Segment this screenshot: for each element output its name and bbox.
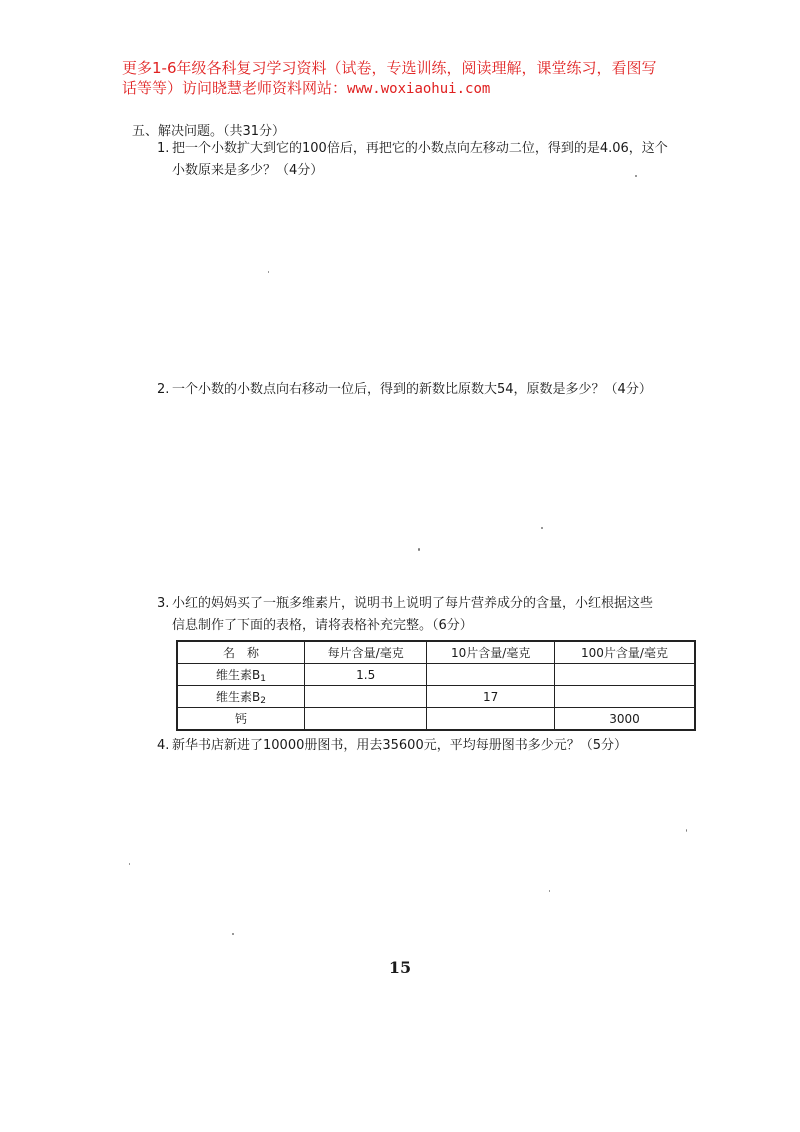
banner-line-2 bbox=[122, 78, 722, 99]
row-name-subscript: 2 bbox=[260, 695, 266, 706]
table-cell bbox=[427, 664, 555, 686]
question-3 bbox=[157, 593, 702, 637]
table-row bbox=[177, 664, 695, 686]
question-4-line-1 bbox=[157, 735, 702, 757]
question-1 bbox=[157, 138, 702, 182]
section-title: 五、解决问题。（共31分） bbox=[132, 124, 286, 139]
question-2 bbox=[157, 379, 702, 401]
table-cell: 17 bbox=[427, 686, 555, 708]
banner-line-1: 更多1-6年级各科复习学习资料（试卷，专选训练，阅读理解，课堂练习，看图写 bbox=[122, 59, 657, 77]
table-cell: 1.5 bbox=[305, 664, 427, 686]
header-per-tablet: 每片含量/毫克 bbox=[305, 641, 427, 664]
question-number: 3. bbox=[157, 596, 170, 611]
scan-speck bbox=[541, 527, 543, 529]
scan-speck bbox=[232, 933, 234, 935]
scan-speck bbox=[635, 175, 637, 177]
banner-url[interactable]: www.woxiaohui.com bbox=[347, 81, 491, 97]
question-text: 一个小数的小数点向右移动一位后，得到的新数比原数大54，原数是多少？（4分） bbox=[172, 382, 652, 397]
question-text: 新华书店新进了10000册图书，用去35600元，平均每册图书多少元？（5分） bbox=[172, 738, 627, 753]
table-cell bbox=[427, 708, 555, 731]
question-2-line-1 bbox=[157, 379, 702, 401]
question-3-line-1 bbox=[157, 593, 702, 615]
row-name-cell bbox=[177, 664, 305, 686]
row-name-subscript: 1 bbox=[260, 673, 266, 684]
question-number: 1. bbox=[157, 141, 170, 156]
table-header-row bbox=[177, 641, 695, 664]
question-text: 把一个小数扩大到它的100倍后，再把它的小数点向左移动二位，得到的是4.06，这个 bbox=[172, 141, 668, 156]
table-cell bbox=[305, 686, 427, 708]
scan-speck bbox=[549, 890, 550, 892]
question-1-line-1 bbox=[157, 138, 702, 160]
scan-speck bbox=[129, 863, 130, 865]
table-cell: 3000 bbox=[554, 708, 695, 731]
row-name-cell bbox=[177, 686, 305, 708]
question-number: 4. bbox=[157, 738, 170, 753]
row-name: 维生素B bbox=[216, 667, 261, 682]
page-number: 15 bbox=[388, 958, 412, 977]
question-4 bbox=[157, 735, 702, 757]
scan-speck bbox=[418, 548, 420, 551]
table-row bbox=[177, 686, 695, 708]
question-3-line-2: 信息制作了下面的表格，请将表格补充完整。（6分） bbox=[172, 618, 473, 633]
header-100-tablets: 100片含量/毫克 bbox=[554, 641, 695, 664]
scan-speck bbox=[686, 829, 687, 832]
header-10-tablets: 10片含量/毫克 bbox=[427, 641, 555, 664]
banner-line-2-text: 话等等）访问晓慧老师资料网站： bbox=[122, 79, 348, 97]
table-cell bbox=[305, 708, 427, 731]
table-cell bbox=[554, 686, 695, 708]
nutrient-table bbox=[176, 640, 696, 731]
question-text: 小红的妈妈买了一瓶多维素片，说明书上说明了每片营养成分的含量，小红根据这些 bbox=[172, 596, 654, 611]
question-1-line-2: 小数原来是多少？（4分） bbox=[172, 163, 324, 178]
promo-banner bbox=[122, 58, 722, 99]
row-name-cell bbox=[177, 708, 305, 731]
table-row bbox=[177, 708, 695, 731]
header-name: 名 称 bbox=[177, 641, 305, 664]
question-number: 2. bbox=[157, 382, 170, 397]
row-name: 钙 bbox=[234, 711, 247, 726]
scan-speck bbox=[268, 271, 269, 273]
table-cell bbox=[554, 664, 695, 686]
row-name: 维生素B bbox=[216, 689, 261, 704]
